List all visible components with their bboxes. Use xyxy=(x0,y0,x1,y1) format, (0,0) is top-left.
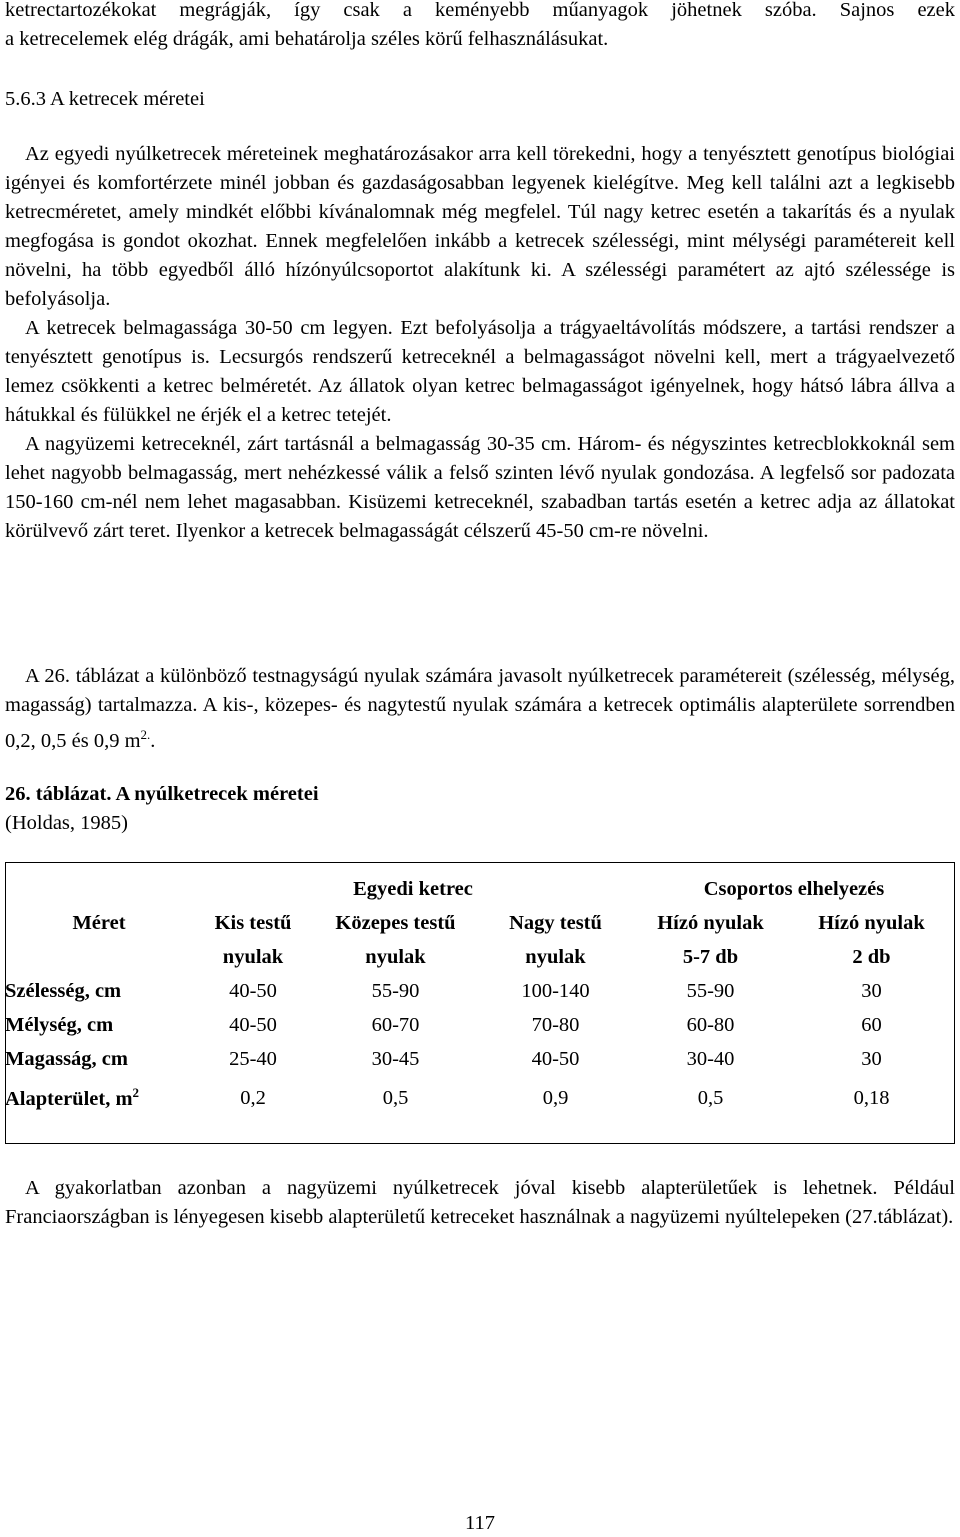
table-cell: 100-140 xyxy=(521,979,590,1002)
paragraph-2: A ketrecek belmagassága 30-50 cm legyen. Ezt befolyásolja a trágyaeltávolítás módszere, a tartási rendszer a tenyésztett genotípus is. Lecsurgós rendszerű ketreceknél a belmagasságot növelni kell, mert a trágyaelvezető lemez csökkenti a ketrec belméretét. Az állatok olyan ketrec belmagasságot igényelnek, hogy hátsó lábra állva a hátukkal és fülükkel ne érjék el a ketrec tetejét. xyxy=(5,317,955,426)
table-title: 26. táblázat. A nyúlketrecek méretei xyxy=(5,783,319,805)
table-cell: 30 xyxy=(861,1047,882,1070)
table-row xyxy=(5,974,955,1008)
column-subheader: nyulak xyxy=(525,945,586,968)
column-subheader: 5-7 db xyxy=(682,945,739,968)
column-header: Nagy testű xyxy=(509,911,602,934)
table-header-row-1 xyxy=(5,906,955,940)
row-label-area xyxy=(5,1076,193,1120)
paragraph-1: Az egyedi nyúlketrecek méreteinek meghatározásakor arra kell törekedni, hogy a tenyésztett genotípus biológiai igényei és komfortérzete minél jobban és gazdaságosabban legyenek kielégítve. Meg kell találni azt a legkisebb ketrecméretet, amely mindkét előbbi kívánalomnak még megfelel. Túl nagy ketrec esetén a takarítás és a nyulak megfogása is gondot okozhat. Ennek megfelelően inkább a ketrecek szélességi, mint mélységi paramétereit kell növelni, ha több egyedből álló hízónyúlcsoportot alakítunk ki. A szélességi paramétert az ajtó szélessége is befolyásolja. xyxy=(5,143,955,310)
column-header: Hízó nyulak xyxy=(657,911,764,934)
table-cell: 55-90 xyxy=(686,979,735,1002)
paragraph-3: A nagyüzemi ketreceknél, zárt tartásnál a belmagasság 30-35 cm. Három- és négyszintes ketrecblokkoknál sem lehet nagyobb belmagasság, mert nehézkessé válik a felső szinten lévő nyulak gondozása. A legfelső sor padozata 150-160 cm-nél nem lehet magasabban. Kisüzemi ketreceknél, szabadban tartás esetén a ketrec adja az állatokat körülvevő zárt teret. Ilyenkor a ketrecek belmagasságát célszerű 45-50 cm-re növelni. xyxy=(5,433,955,542)
dimensions-table xyxy=(5,862,955,1120)
table-cell: 0,9 xyxy=(542,1086,569,1109)
table-cell: 0,2 xyxy=(240,1086,266,1109)
table-row-area xyxy=(5,1076,955,1120)
table-caption xyxy=(5,780,319,838)
column-header: Hízó nyulak xyxy=(818,911,925,934)
column-header: Közepes testű xyxy=(335,911,456,934)
area-label: Alapterület, m xyxy=(5,1088,133,1110)
table-cell: 30 xyxy=(861,979,882,1002)
paragraph-4-block xyxy=(5,662,955,756)
table-cell: 40-50 xyxy=(531,1047,580,1070)
paragraph-4-end: . xyxy=(150,730,156,752)
paragraph-4-text: A 26. táblázat a különböző testnagyságú nyulak számára javasolt nyúlketrecek paramétereit (szélesség, mélység, magasság) tartalmazza. A kis-, közepes- és nagytestű nyulak számára a ketrecek optimális alapterülete sorrendben 0,2, 0,5 és 0,9 m xyxy=(5,665,955,752)
column-subheader: nyulak xyxy=(365,945,426,968)
intro-line-2: a ketrecelemek elég drágák, ami behatárolja széles körű felhasználásukat. xyxy=(5,28,609,50)
table-cell: 55-90 xyxy=(371,979,420,1002)
table-cell: 30-45 xyxy=(371,1047,420,1070)
table-source: (Holdas, 1985) xyxy=(5,812,128,834)
paragraph-4-sup: 2. xyxy=(140,727,151,742)
row-label: Szélesség, cm xyxy=(5,979,122,1002)
table-cell: 40-50 xyxy=(229,979,277,1002)
table-cell: 60-70 xyxy=(371,1013,420,1036)
table-cell: 25-40 xyxy=(229,1047,277,1070)
group-individual: Egyedi ketrec xyxy=(353,877,473,900)
column-subheader: 2 db xyxy=(852,945,891,968)
group-collective: Csoportos elhelyezés xyxy=(703,877,885,900)
table-cell: 0,18 xyxy=(853,1086,890,1109)
closing-block xyxy=(5,1174,955,1232)
size-label: Méret xyxy=(72,911,126,934)
table-group-header-row xyxy=(5,872,955,906)
table-cell: 40-50 xyxy=(229,1013,277,1036)
table-cell: 70-80 xyxy=(531,1013,580,1036)
section-heading: 5.6.3 A ketrecek méretei xyxy=(5,88,205,110)
table-cell: 0,5 xyxy=(697,1086,724,1109)
section-body xyxy=(5,140,955,546)
row-label: Magasság, cm xyxy=(5,1047,128,1070)
intro-text xyxy=(5,0,955,54)
table-cell: 0,5 xyxy=(382,1086,409,1109)
table-row xyxy=(5,1042,955,1076)
area-label-sup: 2 xyxy=(132,1085,140,1100)
table-cell: 60 xyxy=(861,1013,882,1036)
column-header: Kis testű xyxy=(214,911,292,934)
intro-line-1: ketrectartozékokat megrágják, így csak a keményebb műanyagok jöhetnek szóba. Sajnos ezek xyxy=(5,0,955,21)
page-number: 117 xyxy=(465,1512,495,1534)
closing-paragraph: A gyakorlatban azonban a nagyüzemi nyúlketrecek jóval kisebb alapterületűek is lehetnek. Például Franciaországban is lényegesen kisebb alapterületű ketreceket használnak a nagyüzemi nyúltelepeken (27.táblázat). xyxy=(5,1177,955,1228)
column-subheader: nyulak xyxy=(222,945,284,968)
row-label: Mélység, cm xyxy=(5,1013,114,1036)
table-row xyxy=(5,1008,955,1042)
table-cell: 60-80 xyxy=(686,1013,735,1036)
table-header-row-2 xyxy=(5,940,955,974)
paragraph-4 xyxy=(5,662,955,756)
table-cell: 30-40 xyxy=(686,1047,735,1070)
